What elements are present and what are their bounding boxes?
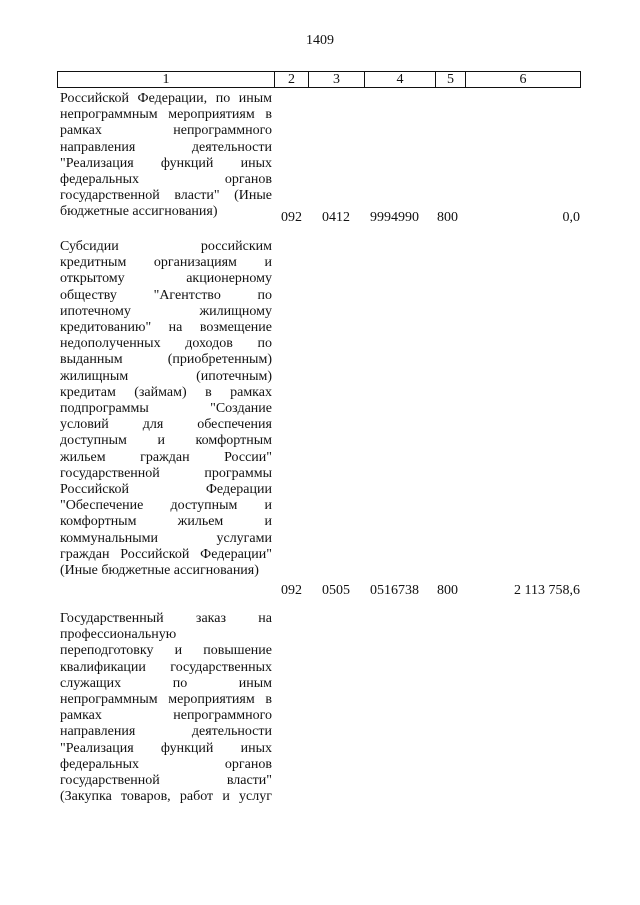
text-line: государственной власти" (Иные: [60, 188, 272, 204]
row-2-amount: 2 113 758,6: [514, 583, 580, 598]
text-line: непрограммным мероприятиям в: [60, 692, 272, 708]
text-line: граждан Российской Федерации": [60, 546, 272, 562]
header-col-2: 2: [274, 72, 308, 87]
text-line: недополученных доходов по: [60, 336, 272, 352]
text-line: "Реализация функций иных: [60, 155, 272, 171]
row-3-description: [60, 611, 272, 805]
header-col-3: 3: [308, 72, 364, 87]
row-1-ministry: 092: [281, 210, 302, 225]
text-line: направления деятельности: [60, 139, 272, 155]
text-line: федеральных органов: [60, 172, 272, 188]
text-line: условий для обеспечения: [60, 417, 272, 433]
text-line: комфортным жильем и: [60, 514, 272, 530]
row-1-section: 0412: [322, 210, 350, 225]
text-line: жилищным (ипотечным): [60, 368, 272, 384]
text-line: жильем граждан России": [60, 449, 272, 465]
row-2-target: 0516738: [370, 583, 419, 598]
header-col-5: 5: [435, 72, 465, 87]
text-line: переподготовку и повышение: [60, 643, 272, 659]
header-col-4: 4: [364, 72, 435, 87]
text-line: непрограммным мероприятиям в: [60, 107, 272, 123]
text-line: обществу "Агентство по: [60, 287, 272, 303]
row-1-amount: 0,0: [562, 210, 580, 225]
row-2-description: [60, 239, 272, 579]
row-1-description: [60, 91, 272, 221]
text-line: "Обеспечение доступным и: [60, 498, 272, 514]
text-line: рамках непрограммного: [60, 123, 272, 139]
text-line: подпрограммы "Создание: [60, 401, 272, 417]
text-line: служащих по иным: [60, 675, 272, 691]
row-2-expense-type: 800: [437, 583, 458, 598]
text-line: государственной власти": [60, 773, 272, 789]
text-line: Государственный заказ на: [60, 611, 272, 626]
text-line: "Реализация функций иных: [60, 740, 272, 756]
text-line: кредитам (займам) в рамках: [60, 384, 272, 400]
text-line: направления деятельности: [60, 724, 272, 740]
text-line: доступным и комфортным: [60, 433, 272, 449]
text-line: ипотечному жилищному: [60, 303, 272, 319]
header-col-1: 1: [162, 72, 170, 87]
page-number: 1409: [306, 33, 334, 48]
text-line: федеральных органов: [60, 756, 272, 772]
text-line: квалификации государственных: [60, 659, 272, 675]
text-line: (Закупка товаров, работ и услуг: [60, 789, 272, 805]
row-1-expense-type: 800: [437, 210, 458, 225]
text-line: кредитованию" на возмещение: [60, 320, 272, 336]
text-line: бюджетные ассигнования): [60, 204, 218, 220]
table-header: [57, 71, 581, 88]
header-col-6: 6: [465, 72, 580, 87]
text-line: выданным (приобретенным): [60, 352, 272, 368]
row-2-ministry: 092: [281, 583, 302, 598]
text-line: государственной программы: [60, 465, 272, 481]
text-line: Российской Федерации: [60, 482, 272, 498]
text-line: Субсидии российским: [60, 239, 272, 254]
text-line: рамках непрограммного: [60, 708, 272, 724]
text-line: открытому акционерному: [60, 271, 272, 287]
text-line: профессиональную: [60, 627, 177, 643]
row-1-target: 9994990: [370, 210, 419, 225]
text-line: Российской Федерации, по иным: [60, 91, 272, 106]
row-2-section: 0505: [322, 583, 350, 598]
text-line: (Иные бюджетные ассигнования): [60, 563, 259, 579]
text-line: кредитным организациям и: [60, 255, 272, 271]
text-line: коммунальными услугами: [60, 530, 272, 546]
